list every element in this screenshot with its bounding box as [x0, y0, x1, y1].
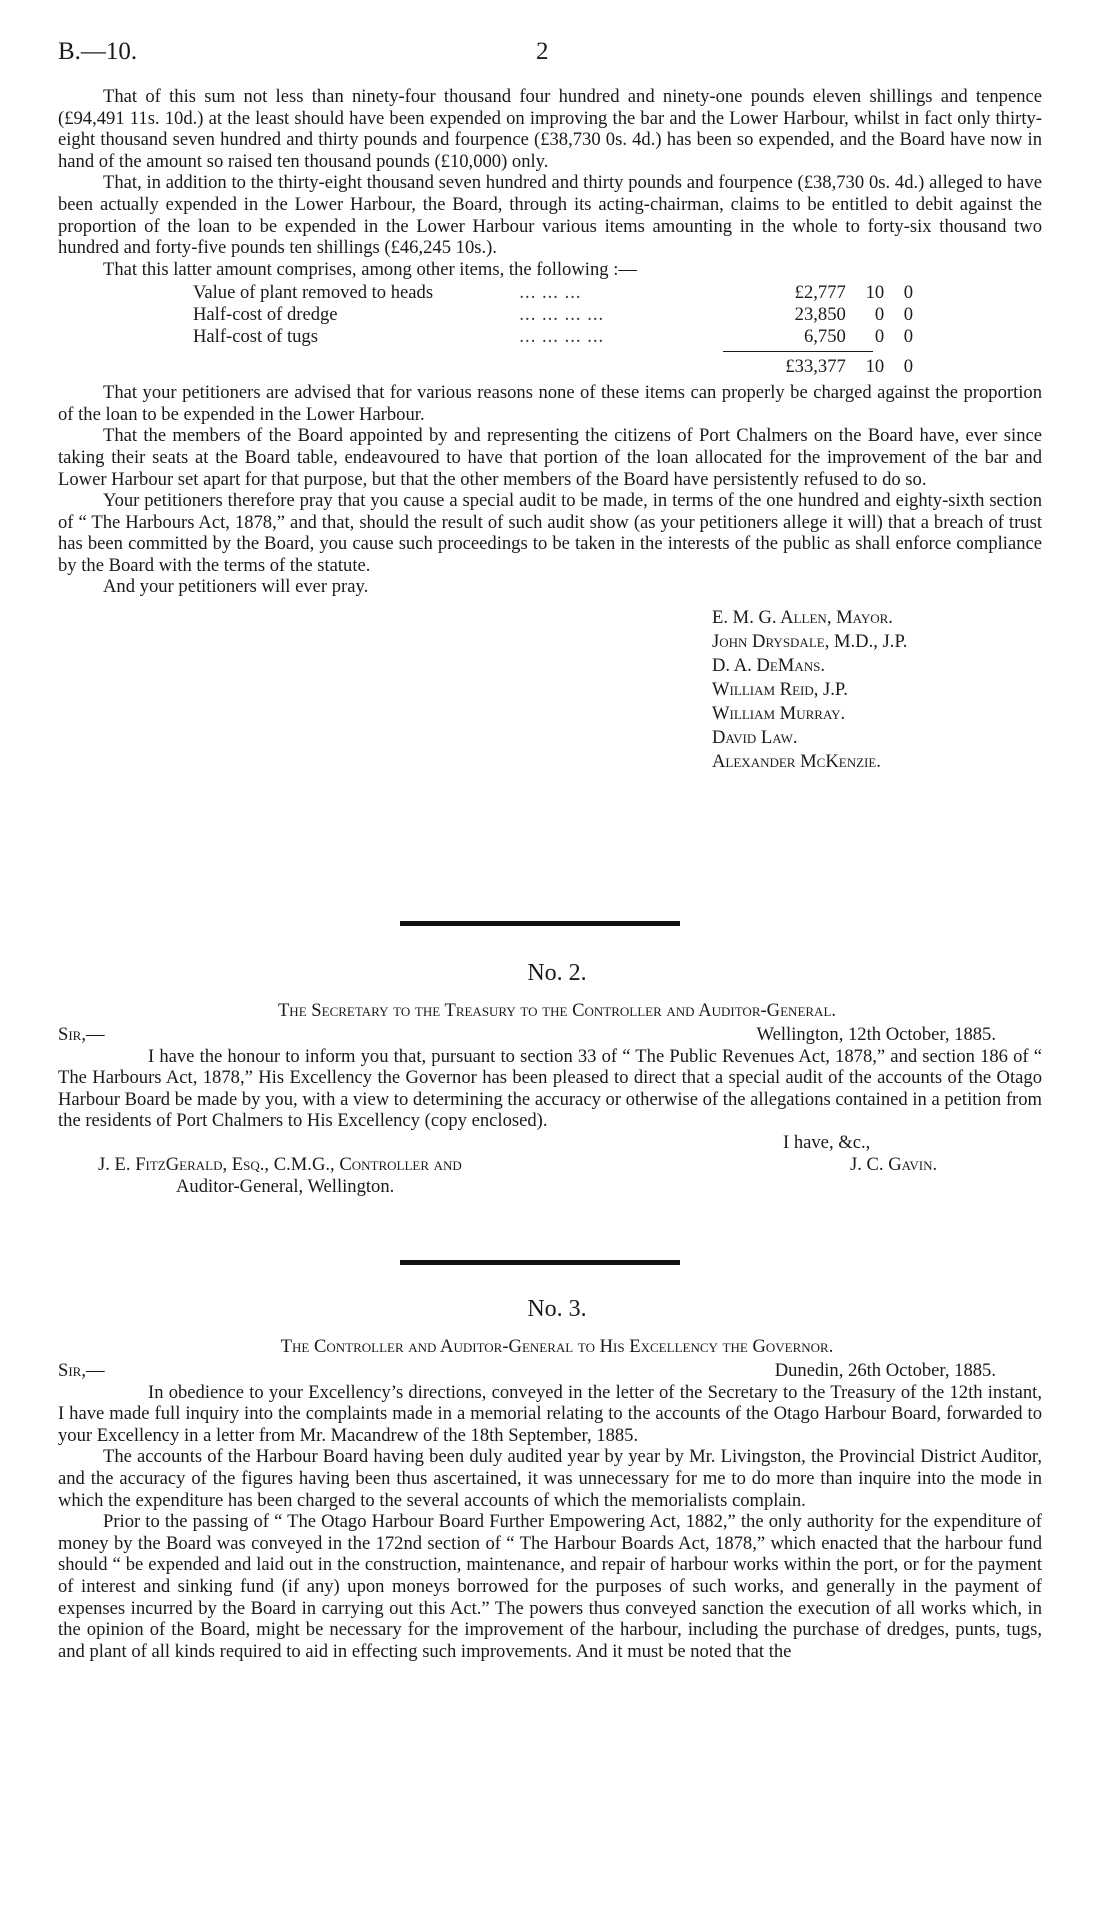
total-pounds: £33,377 [785, 356, 846, 378]
document-code: B.—10. [58, 38, 138, 65]
petition-section [58, 86, 1042, 774]
salutation: Sir,— [58, 1360, 105, 1381]
items-total-row [193, 356, 913, 382]
closing-block [58, 1132, 1042, 1196]
item-label: Half-cost of tugs [193, 325, 318, 347]
salutation-row [58, 1360, 1042, 1382]
signatory: William Reid, J.P. [712, 679, 848, 701]
letter-paragraph: In obedience to your Excellency’s directions, conveyed in the letter of the Secretary to the Treasury of the 12th instant, I have made full inquiry into the complaints made in a memorial relating to the accounts of the Otago Harbour Board, forwarded to your Excellency in a letter from Mr. Macandrew of the 18th September, 1885. [58, 1381, 1042, 1446]
petition-paragraph: That of this sum not less than ninety-four thousand four hundred and ninety-one pounds eleven shillings and tenpence (£94,491 11s. 10d.) at the least should have been expended on improving the bar and the Lower Harbour, whilst in fact only thirty-eight thousand seven hundred and thirty pounds and fourpence (£38,730 0s. 4d.) has been so expended, and the Board have now in hand of the amount so raised ten thousand pounds (£10,000) only. [58, 86, 1042, 172]
petition-paragraph: That, in addition to the thirty-eight thousand seven hundred and thirty pounds and fourpence (£38,730 0s. 4d.) alleged to have been actually expended in the Lower Harbour, the Board, through its acting-chairman, claims to be entitled to debit against the proportion of the loan to be expended in the Lower Harbour various items amounting in the whole to forty-six thousand two hundred and forty-five pounds ten shillings (£46,245 10s.). [58, 172, 1042, 259]
dateline: Wellington, 12th October, 1885. [756, 1024, 996, 1045]
items-table [193, 282, 913, 382]
section-divider [400, 921, 680, 926]
letter-number: No. 2. [527, 960, 587, 986]
item-pounds: £2,777 [794, 282, 846, 304]
letter-paragraph: Prior to the passing of “ The Otago Harbour Board Further Empowering Act, 1882,” the only authority for the expenditure of money by the Board was conveyed in the 172nd section of “ The Harbour Boards Act, 1878,” which enacted that the harbour fund should “ be expended and laid out in the construction, maintenance, and repair of harbour works within the port, or for the payment of interest and sinking fund (if any) upon moneys borrowed for the purposes of such works, and generally in the payment of expenses incurred by the Board in carrying out this Act.” The powers thus conveyed sanction the execution of all works which, in the opinion of the Board, might be necessary for the improvement of the harbour, including the purchase of dredges, punts, tugs, and plant of all kinds required to aid in effecting such improvements. And it must be noted that the [58, 1511, 1042, 1662]
letter-body: I have the honour to inform you that, pursuant to section 33 of “ The Public Revenues Act, 1878,” and section 186 of “ The Harbours Act, 1878,” His Excellency the Governor has been pleased to direct that a special audit of the accounts of the Otago Harbour Board be made by you, with a view to determining the accuracy or otherwise of the allegations contained in a petition from the residents of Port Chalmers to His Excellency (copy enclosed). [58, 1045, 1042, 1132]
page-header [58, 38, 1056, 70]
petition-paragraph: That this latter amount comprises, among other items, the following :— [103, 258, 637, 280]
item-pounds: 23,850 [794, 303, 846, 325]
dateline: Dunedin, 26th October, 1885. [774, 1360, 996, 1381]
signatory: Alexander McKenzie. [712, 751, 881, 773]
item-label: Value of plant removed to heads [193, 282, 434, 304]
total-rule [723, 351, 873, 352]
signatory: David Law. [712, 727, 798, 749]
section-divider [400, 1260, 680, 1265]
item-pounds: 6,750 [803, 325, 846, 347]
item-shillings: 0 [874, 303, 885, 325]
item-shillings: 0 [874, 325, 885, 347]
signatory-list [712, 606, 1042, 774]
letter-3 [58, 1360, 1042, 1662]
letter-paragraph: The accounts of the Harbour Board having been duly audited year by year by Mr. Livingston, the Provincial District Auditor, and the accuracy of the figures having been thus ascertained, it was unnecessary for me to do more than inquire into the mode in which the expenditure has been charged to the several accounts of which the memorialists complain. [58, 1446, 1042, 1511]
items-row [193, 304, 913, 326]
letter-number: No. 3. [527, 1296, 587, 1322]
petition-paragraph: Your petitioners therefore pray that you cause a special audit to be made, in terms of the one hundred and eighty-sixth section of “ The Harbours Act, 1878,” and that, should the result of such audit show (as your petitioners allege it will) that a breach of trust has been committed by the Board, you cause such proceedings to be taken in the interests of the public as shall enforce compliance by the Board with the terms of the statute. [58, 490, 1042, 576]
letter-heading: The Controller and Auditor-General to His Excellency the Governor. [280, 1336, 834, 1357]
page-number: 2 [536, 38, 549, 65]
item-pence: 0 [903, 282, 913, 304]
item-leader: ... ... ... [519, 282, 582, 304]
closing: I have, &c., [783, 1131, 871, 1153]
signatory: John Drysdale, M.D., J.P. [712, 631, 908, 653]
items-row [193, 282, 913, 304]
petition-paragraph: That your petitioners are advised that for various reasons none of these items can properly be charged against the proportion of the loan to be expended in the Lower Harbour. [58, 382, 1042, 425]
salutation: Sir,— [58, 1024, 105, 1045]
signatory: D. A. DeMans. [712, 655, 825, 677]
item-shillings: 10 [865, 282, 885, 304]
salutation-row [58, 1024, 1042, 1046]
petition-paragraph: And your petitioners will ever pray. [103, 576, 369, 598]
item-pence: 0 [903, 303, 913, 325]
total-pence: 0 [903, 356, 913, 378]
item-leader: ... ... ... ... [519, 325, 605, 347]
item-label: Half-cost of dredge [193, 303, 338, 325]
signatory: William Murray. [712, 703, 846, 725]
signature: J. C. Gavin. [850, 1153, 938, 1175]
addressee: J. E. FitzGerald, Esq., C.M.G., Controller and [98, 1153, 462, 1175]
addressee: Auditor-General, Wellington. [176, 1175, 395, 1197]
items-row [193, 326, 913, 348]
item-leader: ... ... ... ... [519, 303, 605, 325]
petition-paragraph: That the members of the Board appointed by and representing the citizens of Port Chalmers on the Board have, ever since taking their seats at the Board table, endeavoured to have that portion of the loan allocated for the improvement of the bar and Lower Harbour set apart for that purpose, but that the other members of the Board have persistently refused to do so. [58, 425, 1042, 490]
letter-heading: The Secretary to the Treasury to the Controller and Auditor-General. [277, 1000, 837, 1021]
signatory: E. M. G. Allen, Mayor. [712, 607, 893, 629]
letter-2 [58, 1024, 1042, 1196]
total-shillings: 10 [865, 356, 885, 378]
item-pence: 0 [903, 325, 913, 347]
